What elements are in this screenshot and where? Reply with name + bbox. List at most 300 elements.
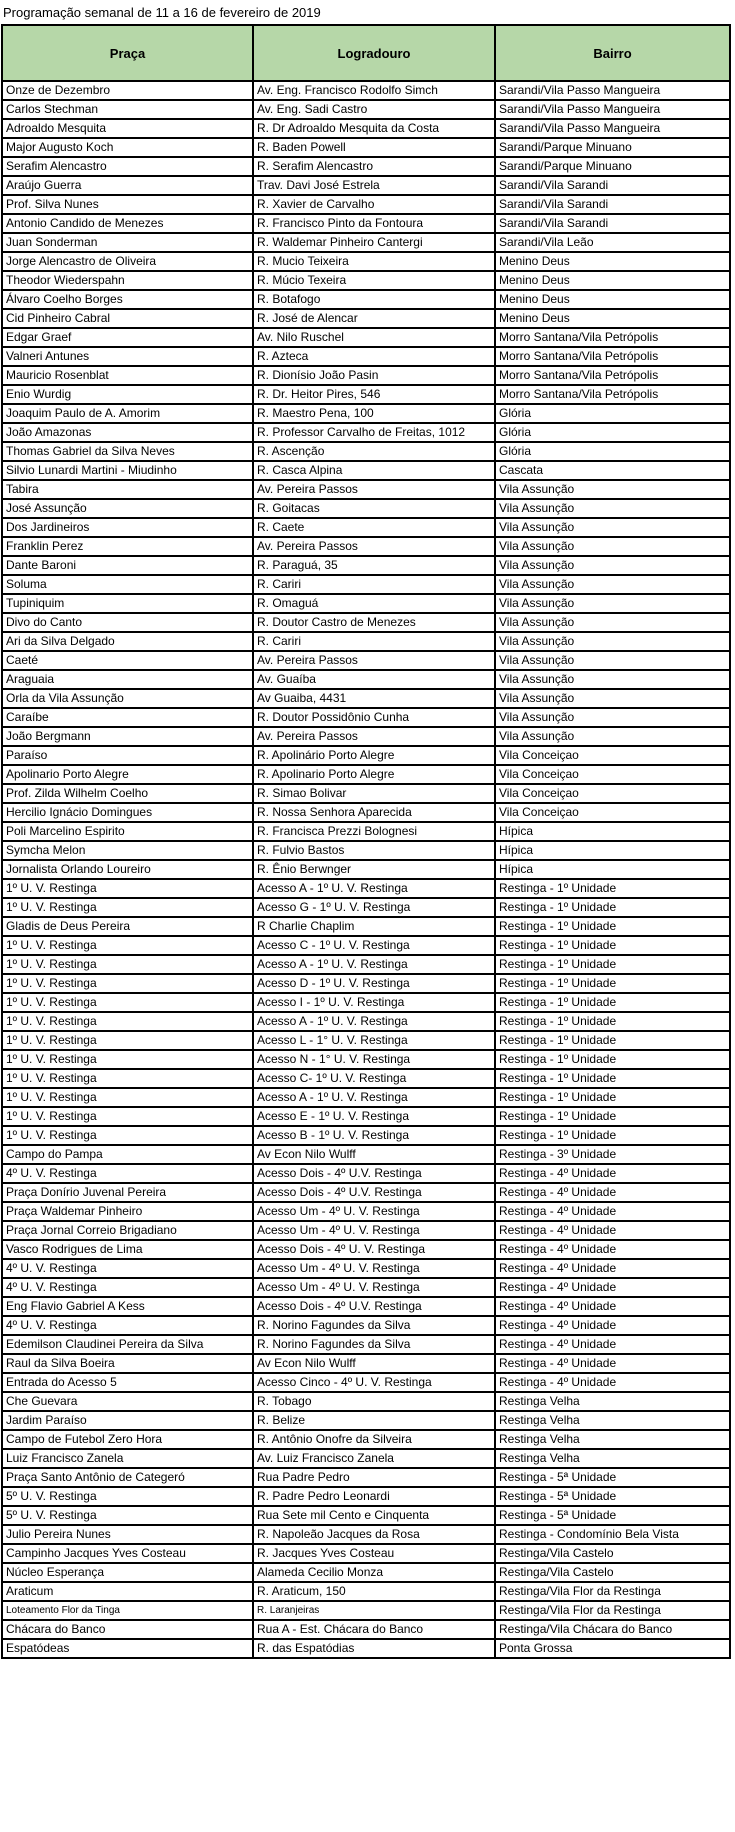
table-row — [2, 1069, 730, 1088]
table-row — [2, 822, 730, 841]
table-row — [2, 404, 730, 423]
cell-praca: Franklin Perez — [2, 537, 253, 556]
table-row — [2, 860, 730, 879]
cell-bairro: Morro Santana/Vila Petrópolis — [495, 347, 730, 366]
cell-bairro: Restinga - 4º Unidade — [495, 1221, 730, 1240]
table-row — [2, 480, 730, 499]
cell-bairro: Hípica — [495, 822, 730, 841]
table-row — [2, 1240, 730, 1259]
cell-bairro: Restinga - 3º Unidade — [495, 1145, 730, 1164]
cell-praca: Enio Wurdig — [2, 385, 253, 404]
cell-praca: Adroaldo Mesquita — [2, 119, 253, 138]
cell-praca: Campo do Pampa — [2, 1145, 253, 1164]
cell-bairro: Restinga/Vila Flor da Restinga — [495, 1601, 730, 1620]
cell-praca: Thomas Gabriel da Silva Neves — [2, 442, 253, 461]
table-row — [2, 993, 730, 1012]
cell-logradouro: R. Antônio Onofre da Silveira — [253, 1430, 495, 1449]
cell-praca: 1º U. V. Restinga — [2, 1126, 253, 1145]
cell-logradouro: R. Ascenção — [253, 442, 495, 461]
cell-logradouro: R. Apolinario Porto Alegre — [253, 765, 495, 784]
table-row — [2, 1126, 730, 1145]
cell-bairro: Restinga - 4º Unidade — [495, 1373, 730, 1392]
cell-logradouro: Acesso C - 1º U. V. Restinga — [253, 936, 495, 955]
cell-bairro: Vila Assunção — [495, 632, 730, 651]
cell-bairro: Restinga - 1º Unidade — [495, 879, 730, 898]
table-row — [2, 1601, 730, 1620]
cell-bairro: Restinga - 1º Unidade — [495, 1126, 730, 1145]
table-row — [2, 1354, 730, 1373]
cell-praca: Gladis de Deus Pereira — [2, 917, 253, 936]
table-row — [2, 1487, 730, 1506]
cell-praca: 4º U. V. Restinga — [2, 1164, 253, 1183]
cell-praca: Edemilson Claudinei Pereira da Silva — [2, 1335, 253, 1354]
column-header-praca: Praça — [2, 25, 253, 81]
cell-praca: Carlos Stechman — [2, 100, 253, 119]
cell-bairro: Restinga - Condomínio Bela Vista — [495, 1525, 730, 1544]
cell-praca: Edgar Graef — [2, 328, 253, 347]
cell-logradouro: R. Laranjeiras — [253, 1601, 495, 1620]
cell-logradouro: Av Econ Nilo Wulff — [253, 1354, 495, 1373]
table-row — [2, 347, 730, 366]
cell-praca: Joaquim Paulo de A. Amorim — [2, 404, 253, 423]
cell-bairro: Vila Conceiçao — [495, 746, 730, 765]
cell-logradouro: R. Dr Adroaldo Mesquita da Costa — [253, 119, 495, 138]
cell-logradouro: R. Cariri — [253, 575, 495, 594]
cell-logradouro: R. José de Alencar — [253, 309, 495, 328]
cell-logradouro: Acesso Um - 4º U. V. Restinga — [253, 1202, 495, 1221]
cell-bairro: Cascata — [495, 461, 730, 480]
cell-logradouro: R. Serafim Alencastro — [253, 157, 495, 176]
cell-bairro: Vila Assunção — [495, 499, 730, 518]
table-row — [2, 898, 730, 917]
table-row — [2, 1012, 730, 1031]
cell-praca: Araticum — [2, 1582, 253, 1601]
cell-bairro: Restinga/Vila Flor da Restinga — [495, 1582, 730, 1601]
cell-logradouro: Acesso Um - 4º U. V. Restinga — [253, 1259, 495, 1278]
table-row — [2, 1107, 730, 1126]
table-row — [2, 746, 730, 765]
cell-logradouro: R. Fulvio Bastos — [253, 841, 495, 860]
table-row — [2, 936, 730, 955]
cell-bairro: Restinga Velha — [495, 1411, 730, 1430]
cell-praca: 4º U. V. Restinga — [2, 1278, 253, 1297]
table-row — [2, 1639, 730, 1658]
cell-logradouro: Alameda Cecilio Monza — [253, 1563, 495, 1582]
cell-logradouro: Rua Padre Pedro — [253, 1468, 495, 1487]
cell-bairro: Sarandi/Vila Passo Mangueira — [495, 119, 730, 138]
cell-praca: Divo do Canto — [2, 613, 253, 632]
cell-bairro: Hípica — [495, 841, 730, 860]
cell-praca: Dante Baroni — [2, 556, 253, 575]
cell-logradouro: R. Goitacas — [253, 499, 495, 518]
cell-praca: Poli Marcelino Espirito — [2, 822, 253, 841]
cell-bairro: Morro Santana/Vila Petrópolis — [495, 328, 730, 347]
cell-logradouro: Acesso Dois - 4º U.V. Restinga — [253, 1164, 495, 1183]
cell-bairro: Restinga Velha — [495, 1449, 730, 1468]
table-row — [2, 841, 730, 860]
cell-bairro: Hípica — [495, 860, 730, 879]
table-row — [2, 1221, 730, 1240]
table-row — [2, 974, 730, 993]
table-row — [2, 537, 730, 556]
weekly-schedule-table — [1, 24, 731, 1659]
cell-praca: Vasco Rodrigues de Lima — [2, 1240, 253, 1259]
cell-logradouro: R. Casca Alpina — [253, 461, 495, 480]
cell-praca: Orla da Vila Assunção — [2, 689, 253, 708]
cell-bairro: Sarandi/Vila Passo Mangueira — [495, 100, 730, 119]
cell-praca: João Bergmann — [2, 727, 253, 746]
table-row — [2, 1563, 730, 1582]
page-title: Programação semanal de 11 a 16 de fevereiro de 2019 — [3, 5, 321, 20]
cell-bairro: Glória — [495, 442, 730, 461]
cell-praca: Campo de Futebol Zero Hora — [2, 1430, 253, 1449]
cell-praca: Caraíbe — [2, 708, 253, 727]
table-row — [2, 556, 730, 575]
cell-bairro: Restinga - 1º Unidade — [495, 955, 730, 974]
table-row — [2, 1088, 730, 1107]
cell-praca: Prof. Zilda Wilhelm Coelho — [2, 784, 253, 803]
cell-praca: Julio Pereira Nunes — [2, 1525, 253, 1544]
cell-praca: José Assunção — [2, 499, 253, 518]
cell-praca: 1º U. V. Restinga — [2, 974, 253, 993]
cell-bairro: Ponta Grossa — [495, 1639, 730, 1658]
cell-praca: João Amazonas — [2, 423, 253, 442]
cell-logradouro: R. Waldemar Pinheiro Cantergi — [253, 233, 495, 252]
cell-bairro: Restinga - 4º Unidade — [495, 1164, 730, 1183]
cell-bairro: Vila Assunção — [495, 537, 730, 556]
cell-logradouro: R. Azteca — [253, 347, 495, 366]
table-row — [2, 1430, 730, 1449]
cell-praca: Hercilio Ignácio Domingues — [2, 803, 253, 822]
table-row — [2, 518, 730, 537]
table-row — [2, 1544, 730, 1563]
cell-bairro: Morro Santana/Vila Petrópolis — [495, 385, 730, 404]
cell-logradouro: R Charlie Chaplim — [253, 917, 495, 936]
table-row — [2, 138, 730, 157]
cell-bairro: Restinga - 5ª Unidade — [495, 1487, 730, 1506]
table-row — [2, 1278, 730, 1297]
cell-bairro: Glória — [495, 423, 730, 442]
cell-bairro: Restinga Velha — [495, 1392, 730, 1411]
cell-logradouro: Acesso Um - 4º U. V. Restinga — [253, 1221, 495, 1240]
cell-bairro: Vila Assunção — [495, 575, 730, 594]
cell-logradouro: Acesso G - 1º U. V. Restinga — [253, 898, 495, 917]
cell-praca: Entrada do Acesso 5 — [2, 1373, 253, 1392]
cell-praca: Araújo Guerra — [2, 176, 253, 195]
cell-praca: 1º U. V. Restinga — [2, 1012, 253, 1031]
cell-praca: Juan Sonderman — [2, 233, 253, 252]
cell-logradouro: R. Mucio Teixeira — [253, 252, 495, 271]
cell-logradouro: Av. Eng. Francisco Rodolfo Simch — [253, 81, 495, 100]
cell-bairro: Restinga - 4º Unidade — [495, 1297, 730, 1316]
cell-logradouro: Acesso L - 1° U. V. Restinga — [253, 1031, 495, 1050]
cell-bairro: Menino Deus — [495, 290, 730, 309]
cell-bairro: Restinga/Vila Chácara do Banco — [495, 1620, 730, 1639]
table-row — [2, 879, 730, 898]
cell-praca: 5º U. V. Restinga — [2, 1506, 253, 1525]
cell-bairro: Sarandi/Vila Sarandi — [495, 214, 730, 233]
cell-bairro: Restinga/Vila Castelo — [495, 1544, 730, 1563]
table-row — [2, 803, 730, 822]
cell-bairro: Sarandi/Vila Leão — [495, 233, 730, 252]
table-row — [2, 385, 730, 404]
cell-logradouro: Av. Nilo Ruschel — [253, 328, 495, 347]
cell-praca: 1º U. V. Restinga — [2, 879, 253, 898]
cell-praca: Tupiniquim — [2, 594, 253, 613]
table-row — [2, 613, 730, 632]
cell-logradouro: R. das Espatódias — [253, 1639, 495, 1658]
table-row — [2, 1335, 730, 1354]
cell-bairro: Restinga - 4º Unidade — [495, 1240, 730, 1259]
cell-logradouro: Acesso A - 1º U. V. Restinga — [253, 955, 495, 974]
table-row — [2, 442, 730, 461]
cell-praca: Prof. Silva Nunes — [2, 195, 253, 214]
cell-bairro: Vila Assunção — [495, 670, 730, 689]
cell-logradouro: Acesso Dois - 4º U.V. Restinga — [253, 1183, 495, 1202]
table-row — [2, 1183, 730, 1202]
cell-logradouro: R. Cariri — [253, 632, 495, 651]
cell-bairro: Sarandi/Parque Minuano — [495, 138, 730, 157]
table-row — [2, 917, 730, 936]
table-row — [2, 1316, 730, 1335]
table-row — [2, 366, 730, 385]
cell-logradouro: R. Xavier de Carvalho — [253, 195, 495, 214]
cell-praca: 1º U. V. Restinga — [2, 936, 253, 955]
cell-bairro: Restinga - 1º Unidade — [495, 1107, 730, 1126]
cell-praca: 1º U. V. Restinga — [2, 1050, 253, 1069]
table-row — [2, 1506, 730, 1525]
cell-bairro: Menino Deus — [495, 309, 730, 328]
cell-logradouro: R. Francisca Prezzi Bolognesi — [253, 822, 495, 841]
table-row — [2, 1392, 730, 1411]
cell-praca: Espatódeas — [2, 1639, 253, 1658]
cell-praca: Ari da Silva Delgado — [2, 632, 253, 651]
cell-praca: Luiz Francisco Zanela — [2, 1449, 253, 1468]
cell-bairro: Sarandi/Vila Sarandi — [495, 176, 730, 195]
cell-logradouro: Acesso Dois - 4º U. V. Restinga — [253, 1240, 495, 1259]
table-row — [2, 765, 730, 784]
cell-bairro: Restinga - 1º Unidade — [495, 974, 730, 993]
cell-logradouro: Trav. Davi José Estrela — [253, 176, 495, 195]
cell-bairro: Vila Assunção — [495, 613, 730, 632]
table-row — [2, 1449, 730, 1468]
cell-praca: Cid Pinheiro Cabral — [2, 309, 253, 328]
table-row — [2, 328, 730, 347]
cell-praca: Che Guevara — [2, 1392, 253, 1411]
cell-praca: Chácara do Banco — [2, 1620, 253, 1639]
cell-logradouro: R. Caete — [253, 518, 495, 537]
table-row — [2, 252, 730, 271]
table-row — [2, 309, 730, 328]
cell-praca: 1º U. V. Restinga — [2, 1107, 253, 1126]
table-row — [2, 233, 730, 252]
cell-praca: Mauricio Rosenblat — [2, 366, 253, 385]
cell-praca: Raul da Silva Boeira — [2, 1354, 253, 1373]
cell-bairro: Restinga - 1º Unidade — [495, 993, 730, 1012]
table-row — [2, 708, 730, 727]
cell-bairro: Restinga - 1º Unidade — [495, 1012, 730, 1031]
table-row — [2, 1373, 730, 1392]
table-row — [2, 670, 730, 689]
cell-logradouro: Acesso Cinco - 4º U. V. Restinga — [253, 1373, 495, 1392]
table-row — [2, 1297, 730, 1316]
cell-logradouro: R. Jacques Yves Costeau — [253, 1544, 495, 1563]
table-body — [2, 81, 730, 1658]
cell-logradouro: R. Norino Fagundes da Silva — [253, 1335, 495, 1354]
table-row — [2, 651, 730, 670]
table-row — [2, 1620, 730, 1639]
cell-bairro: Vila Assunção — [495, 518, 730, 537]
cell-praca: Praça Donírio Juvenal Pereira — [2, 1183, 253, 1202]
cell-bairro: Glória — [495, 404, 730, 423]
cell-praca: Praça Jornal Correio Brigadiano — [2, 1221, 253, 1240]
cell-bairro: Restinga - 1º Unidade — [495, 936, 730, 955]
cell-logradouro: R. Doutor Possidônio Cunha — [253, 708, 495, 727]
cell-logradouro: Av. Pereira Passos — [253, 651, 495, 670]
cell-logradouro: Av Guaiba, 4431 — [253, 689, 495, 708]
cell-praca: Antonio Candido de Menezes — [2, 214, 253, 233]
cell-logradouro: R. Baden Powell — [253, 138, 495, 157]
table-row — [2, 1202, 730, 1221]
cell-praca: Jorge Alencastro de Oliveira — [2, 252, 253, 271]
cell-logradouro: R. Dr. Heitor Pires, 546 — [253, 385, 495, 404]
cell-praca: Serafim Alencastro — [2, 157, 253, 176]
cell-praca: 1º U. V. Restinga — [2, 993, 253, 1012]
cell-logradouro: Acesso I - 1º U. V. Restinga — [253, 993, 495, 1012]
cell-bairro: Vila Assunção — [495, 594, 730, 613]
table-row — [2, 727, 730, 746]
table-row — [2, 632, 730, 651]
cell-praca: Major Augusto Koch — [2, 138, 253, 157]
cell-logradouro: R. Dionísio João Pasin — [253, 366, 495, 385]
table-row — [2, 594, 730, 613]
cell-bairro: Restinga - 4º Unidade — [495, 1183, 730, 1202]
cell-praca: 4º U. V. Restinga — [2, 1316, 253, 1335]
cell-bairro: Restinga - 5ª Unidade — [495, 1468, 730, 1487]
cell-praca: 1º U. V. Restinga — [2, 1031, 253, 1050]
cell-praca: Dos Jardineiros — [2, 518, 253, 537]
cell-bairro: Sarandi/Vila Sarandi — [495, 195, 730, 214]
cell-bairro: Vila Conceiçao — [495, 784, 730, 803]
cell-logradouro: Acesso E - 1º U. V. Restinga — [253, 1107, 495, 1126]
cell-logradouro: R. Napoleão Jacques da Rosa — [253, 1525, 495, 1544]
table-row — [2, 271, 730, 290]
header-row — [2, 25, 730, 81]
cell-bairro: Vila Conceiçao — [495, 803, 730, 822]
cell-praca: Campinho Jacques Yves Costeau — [2, 1544, 253, 1563]
cell-logradouro: R. Norino Fagundes da Silva — [253, 1316, 495, 1335]
cell-praca: Valneri Antunes — [2, 347, 253, 366]
cell-bairro: Vila Conceiçao — [495, 765, 730, 784]
cell-bairro: Restinga - 1º Unidade — [495, 898, 730, 917]
table-row — [2, 176, 730, 195]
cell-praca: Álvaro Coelho Borges — [2, 290, 253, 309]
table-row — [2, 1411, 730, 1430]
cell-praca: Soluma — [2, 575, 253, 594]
cell-logradouro: R. Apolinário Porto Alegre — [253, 746, 495, 765]
cell-praca: Onze de Dezembro — [2, 81, 253, 100]
cell-bairro: Restinga - 4º Unidade — [495, 1335, 730, 1354]
table-row — [2, 461, 730, 480]
cell-praca: Praça Santo Antônio de Categeró — [2, 1468, 253, 1487]
table-row — [2, 689, 730, 708]
cell-bairro: Restinga - 5ª Unidade — [495, 1506, 730, 1525]
cell-bairro: Restinga Velha — [495, 1430, 730, 1449]
cell-bairro: Restinga/Vila Castelo — [495, 1563, 730, 1582]
table-row — [2, 100, 730, 119]
table-row — [2, 1468, 730, 1487]
cell-bairro: Vila Assunção — [495, 651, 730, 670]
cell-bairro: Restinga - 4º Unidade — [495, 1278, 730, 1297]
cell-logradouro: R. Omaguá — [253, 594, 495, 613]
cell-praca: Symcha Melon — [2, 841, 253, 860]
cell-bairro: Menino Deus — [495, 252, 730, 271]
cell-praca: Jardim Paraíso — [2, 1411, 253, 1430]
cell-praca: Jornalista Orlando Loureiro — [2, 860, 253, 879]
cell-praca: 1º U. V. Restinga — [2, 898, 253, 917]
cell-praca: Tabira — [2, 480, 253, 499]
table-row — [2, 784, 730, 803]
cell-praca: Caeté — [2, 651, 253, 670]
cell-logradouro: Acesso N - 1° U. V. Restinga — [253, 1050, 495, 1069]
table-row — [2, 1145, 730, 1164]
table-row — [2, 955, 730, 974]
cell-praca: 1º U. V. Restinga — [2, 1088, 253, 1107]
table-row — [2, 1582, 730, 1601]
table-row — [2, 423, 730, 442]
cell-logradouro: Rua Sete mil Cento e Cinquenta — [253, 1506, 495, 1525]
cell-bairro: Restinga - 4º Unidade — [495, 1202, 730, 1221]
cell-bairro: Restinga - 4º Unidade — [495, 1259, 730, 1278]
table-row — [2, 214, 730, 233]
cell-praca: 1º U. V. Restinga — [2, 1069, 253, 1088]
cell-praca: 4º U. V. Restinga — [2, 1259, 253, 1278]
cell-praca: 5º U. V. Restinga — [2, 1487, 253, 1506]
cell-logradouro: Acesso C- 1º U. V. Restinga — [253, 1069, 495, 1088]
cell-bairro: Restinga - 1º Unidade — [495, 1069, 730, 1088]
cell-logradouro: R. Belize — [253, 1411, 495, 1430]
table-row — [2, 1259, 730, 1278]
cell-logradouro: R. Doutor Castro de Menezes — [253, 613, 495, 632]
table-row — [2, 157, 730, 176]
cell-logradouro: Acesso A - 1º U. V. Restinga — [253, 1088, 495, 1107]
cell-logradouro: R. Araticum, 150 — [253, 1582, 495, 1601]
cell-praca: 1º U. V. Restinga — [2, 955, 253, 974]
cell-praca: Apolinario Porto Alegre — [2, 765, 253, 784]
cell-logradouro: R. Professor Carvalho de Freitas, 1012 — [253, 423, 495, 442]
table-row — [2, 499, 730, 518]
table-row — [2, 290, 730, 309]
cell-logradouro: Acesso Dois - 4º U.V. Restinga — [253, 1297, 495, 1316]
table-row — [2, 119, 730, 138]
cell-praca: Paraíso — [2, 746, 253, 765]
cell-praca: Loteamento Flor da Tinga — [2, 1601, 253, 1620]
cell-logradouro: Av. Pereira Passos — [253, 727, 495, 746]
cell-logradouro: R. Nossa Senhora Aparecida — [253, 803, 495, 822]
cell-praca: Araguaia — [2, 670, 253, 689]
cell-bairro: Vila Assunção — [495, 727, 730, 746]
cell-logradouro: R. Paraguá, 35 — [253, 556, 495, 575]
cell-logradouro: Rua A - Est. Chácara do Banco — [253, 1620, 495, 1639]
cell-logradouro: R. Botafogo — [253, 290, 495, 309]
cell-logradouro: Av. Luiz Francisco Zanela — [253, 1449, 495, 1468]
cell-praca: Núcleo Esperança — [2, 1563, 253, 1582]
cell-bairro: Restinga - 1º Unidade — [495, 917, 730, 936]
column-header-bairro: Bairro — [495, 25, 730, 81]
cell-bairro: Sarandi/Parque Minuano — [495, 157, 730, 176]
cell-praca: Theodor Wiederspahn — [2, 271, 253, 290]
cell-logradouro: Acesso B - 1º U. V. Restinga — [253, 1126, 495, 1145]
